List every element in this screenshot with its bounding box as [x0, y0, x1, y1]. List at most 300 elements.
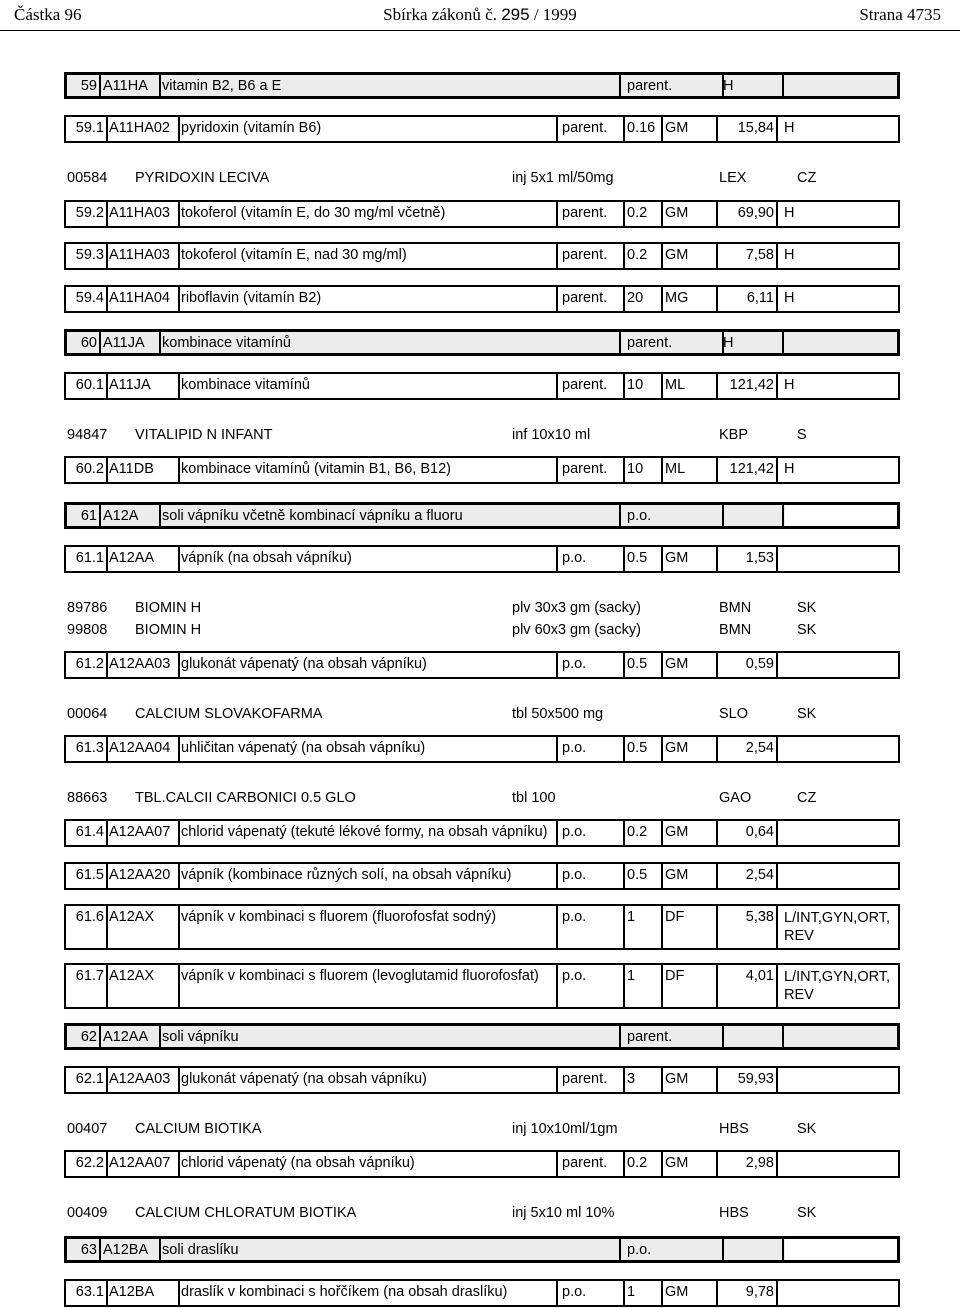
subgroup-box — [64, 200, 900, 228]
subgroup-number: 61.6 — [75, 909, 104, 925]
subgroup-box — [64, 651, 900, 679]
product-pack: inj 5x1 ml/50mg — [512, 170, 614, 186]
subgroup-name: glukonát vápenatý (na obsah vápníku) — [181, 1071, 427, 1087]
product-pack: inf 10x10 ml — [512, 427, 591, 443]
subgroup-name: draslík v kombinaci s hořčíkem (na obsah draslíku) — [181, 1284, 508, 1300]
subgroup-price: 0,59 — [745, 656, 774, 672]
subgroup-dose: 1 — [627, 909, 636, 925]
subgroup-name: kombinace vitamínů (vitamin B1, B6, B12) — [181, 461, 451, 477]
product-country: SK — [797, 1205, 817, 1221]
product-row — [0, 706, 960, 728]
column-divider — [623, 117, 625, 141]
column-divider — [178, 906, 180, 948]
subgroup-unit: DF — [665, 968, 685, 984]
collection-title — [0, 5, 960, 25]
subgroup-unit: ML — [665, 461, 686, 477]
column-divider — [178, 737, 180, 761]
subgroup-number: 61.2 — [75, 656, 104, 672]
column-divider — [776, 965, 778, 1007]
subgroup-box — [64, 904, 900, 950]
column-divider — [106, 1281, 108, 1305]
product-country: SK — [797, 600, 817, 616]
column-divider — [619, 1026, 621, 1047]
group-number: 62 — [80, 1029, 97, 1045]
collection-prefix: Sbírka zákonů č. — [383, 5, 497, 24]
column-divider — [178, 202, 180, 226]
subgroup-dose: 10 — [627, 461, 644, 477]
product-code: 88663 — [67, 790, 108, 806]
column-divider — [661, 287, 663, 311]
column-divider — [106, 821, 108, 845]
page-header — [0, 0, 960, 31]
subgroup-dose: 0.5 — [627, 740, 648, 756]
column-divider — [178, 287, 180, 311]
subgroup-number: 60.1 — [75, 377, 104, 393]
subgroup-number: 61.1 — [75, 550, 104, 566]
group-header-box — [64, 329, 900, 356]
subgroup-number: 63.1 — [75, 1284, 104, 1300]
column-divider — [159, 75, 161, 96]
column-divider — [776, 458, 778, 482]
subgroup-box — [64, 1066, 900, 1094]
subgroup-number: 61.3 — [75, 740, 104, 756]
subgroup-dose: 0.16 — [627, 120, 656, 136]
subgroup-atc-code: A12AA07 — [109, 824, 171, 840]
subgroup-name: vápník v kombinaci s fluorem (fluorofosfat sodný) — [181, 909, 497, 925]
column-divider — [661, 202, 663, 226]
subgroup-note: H — [784, 377, 795, 393]
subgroup-name: tokoferol (vitamín E, do 30 mg/ml včetně) — [181, 205, 446, 221]
subgroup-route: parent. — [562, 120, 608, 136]
product-name: CALCIUM BIOTIKA — [135, 1121, 262, 1137]
column-divider — [623, 737, 625, 761]
column-divider — [178, 1152, 180, 1176]
column-divider — [556, 202, 558, 226]
product-name: PYRIDOXIN LECIVA — [135, 170, 270, 186]
subgroup-atc-code: A11HA04 — [109, 290, 170, 306]
column-divider — [159, 332, 161, 353]
product-row — [0, 1205, 960, 1227]
column-divider — [159, 505, 161, 526]
column-divider — [556, 965, 558, 1007]
subgroup-route: parent. — [562, 1155, 608, 1171]
column-divider — [556, 374, 558, 398]
subgroup-atc-code: A12AX — [109, 968, 155, 984]
group-atc-code: A12AA — [103, 1029, 149, 1045]
column-divider — [623, 653, 625, 677]
group-name: soli vápníku — [162, 1029, 239, 1045]
subgroup-atc-code: A12AA07 — [109, 1155, 171, 1171]
column-divider — [776, 864, 778, 888]
subgroup-unit: GM — [665, 740, 689, 756]
column-divider — [619, 75, 621, 96]
column-divider — [178, 1281, 180, 1305]
group-number: 59 — [80, 78, 97, 94]
product-pack: tbl 100 — [512, 790, 556, 806]
column-divider — [623, 906, 625, 948]
product-name: CALCIUM CHLORATUM BIOTIKA — [135, 1205, 357, 1221]
subgroup-price: 7,58 — [745, 247, 774, 263]
subgroup-unit: GM — [665, 824, 689, 840]
subgroup-atc-code: A12AX — [109, 909, 155, 925]
group-note: H — [723, 78, 734, 94]
subgroup-route: p.o. — [562, 909, 587, 925]
product-name: TBL.CALCII CARBONICI 0.5 GLO — [135, 790, 356, 806]
collection-year: / 1999 — [533, 5, 577, 24]
column-divider — [623, 821, 625, 845]
subgroup-atc-code: A12AA04 — [109, 740, 171, 756]
subgroup-route: p.o. — [562, 867, 587, 883]
column-divider — [776, 906, 778, 948]
column-divider — [623, 547, 625, 571]
column-divider — [661, 1281, 663, 1305]
law-number: 295 — [501, 5, 530, 24]
product-country: S — [797, 427, 807, 443]
product-name: BIOMIN H — [135, 600, 202, 616]
product-row — [0, 1121, 960, 1143]
subgroup-route: p.o. — [562, 656, 587, 672]
product-maker: BMN — [719, 622, 752, 638]
column-divider — [556, 737, 558, 761]
column-divider — [623, 864, 625, 888]
product-name: BIOMIN H — [135, 622, 202, 638]
product-maker: SLO — [719, 706, 749, 722]
subgroup-box — [64, 963, 900, 1009]
product-maker: HBS — [719, 1205, 749, 1221]
column-divider — [556, 1281, 558, 1305]
column-divider — [556, 547, 558, 571]
column-divider — [178, 1068, 180, 1092]
subgroup-unit: DF — [665, 909, 685, 925]
group-route: parent. — [627, 1029, 673, 1045]
subgroup-price: 5,38 — [745, 909, 774, 925]
column-divider — [661, 458, 663, 482]
subgroup-price: 121,42 — [729, 377, 774, 393]
column-divider — [178, 864, 180, 888]
subgroup-route: p.o. — [562, 550, 587, 566]
column-divider — [661, 1068, 663, 1092]
column-divider — [661, 821, 663, 845]
group-route: parent. — [627, 335, 673, 351]
product-country: SK — [797, 622, 817, 638]
subgroup-dose: 20 — [627, 290, 644, 306]
product-row — [0, 170, 960, 192]
column-divider — [159, 1239, 161, 1260]
subgroup-number: 59.2 — [75, 205, 104, 221]
column-divider — [782, 332, 784, 353]
column-divider — [556, 458, 558, 482]
column-divider — [623, 287, 625, 311]
column-divider — [776, 547, 778, 571]
column-divider — [722, 1239, 724, 1260]
subgroup-unit: ML — [665, 377, 686, 393]
column-divider — [661, 244, 663, 268]
column-divider — [776, 1152, 778, 1176]
subgroup-price: 2,54 — [745, 867, 774, 883]
group-route: parent. — [627, 78, 673, 94]
subgroup-name: chlorid vápenatý (na obsah vápníku) — [181, 1155, 415, 1171]
column-divider — [106, 287, 108, 311]
group-name: soli vápníku včetně kombinací vápníku a fluoru — [162, 508, 463, 524]
product-code: 00584 — [67, 170, 108, 186]
subgroup-route: parent. — [562, 205, 608, 221]
subgroup-price: 9,78 — [745, 1284, 774, 1300]
subgroup-route: parent. — [562, 247, 608, 263]
subgroup-box — [64, 285, 900, 313]
column-divider — [661, 864, 663, 888]
subgroup-number: 62.2 — [75, 1155, 104, 1171]
subgroup-atc-code: A12AA03 — [109, 656, 171, 672]
group-atc-code: A12A — [103, 508, 139, 524]
column-divider — [623, 1281, 625, 1305]
column-divider — [776, 1281, 778, 1305]
column-divider — [776, 244, 778, 268]
subgroup-atc-code: A11HA02 — [109, 120, 170, 136]
group-header-box — [64, 1236, 900, 1263]
subgroup-price: 69,90 — [737, 205, 774, 221]
column-divider — [178, 117, 180, 141]
group-name: kombinace vitamínů — [162, 335, 291, 351]
column-divider — [106, 202, 108, 226]
subgroup-route: p.o. — [562, 824, 587, 840]
column-divider — [623, 1068, 625, 1092]
column-divider — [106, 653, 108, 677]
column-divider — [556, 1152, 558, 1176]
product-row — [0, 427, 960, 449]
subgroup-atc-code: A12AA20 — [109, 867, 171, 883]
subgroup-dose: 0.2 — [627, 205, 648, 221]
column-divider — [776, 821, 778, 845]
subgroup-route: parent. — [562, 461, 608, 477]
subgroup-dose: 1 — [627, 1284, 636, 1300]
product-code: 94847 — [67, 427, 108, 443]
column-divider — [619, 505, 621, 526]
subgroup-unit: GM — [665, 1284, 689, 1300]
group-note: H — [723, 335, 734, 351]
product-pack: plv 30x3 gm (sacky) — [512, 600, 641, 616]
product-code: 00407 — [67, 1121, 108, 1137]
subgroup-route: parent. — [562, 1071, 608, 1087]
column-divider — [556, 864, 558, 888]
blank-cell — [785, 1239, 897, 1260]
column-divider — [776, 1068, 778, 1092]
column-divider — [782, 75, 784, 96]
subgroup-note: L/INT,GYN,ORT, REV — [784, 910, 891, 944]
column-divider — [619, 332, 621, 353]
subgroup-dose: 3 — [627, 1071, 636, 1087]
subgroup-unit: GM — [665, 656, 689, 672]
column-divider — [623, 374, 625, 398]
product-pack: tbl 50x500 mg — [512, 706, 604, 722]
group-header-box — [64, 1023, 900, 1050]
subgroup-name: chlorid vápenatý (tekuté lékové formy, na obsah vápníku) — [181, 824, 548, 840]
column-divider — [106, 1152, 108, 1176]
column-divider — [106, 965, 108, 1007]
column-divider — [178, 374, 180, 398]
subgroup-dose: 0.2 — [627, 1155, 648, 1171]
subgroup-box — [64, 242, 900, 270]
subgroup-price: 2,54 — [745, 740, 774, 756]
column-divider — [661, 374, 663, 398]
subgroup-price: 15,84 — [737, 120, 774, 136]
column-divider — [178, 547, 180, 571]
column-divider — [178, 458, 180, 482]
product-maker: HBS — [719, 1121, 749, 1137]
product-row — [0, 600, 960, 622]
group-route: p.o. — [627, 508, 652, 524]
column-divider — [556, 906, 558, 948]
column-divider — [99, 332, 101, 353]
subgroup-unit: GM — [665, 550, 689, 566]
column-divider — [556, 287, 558, 311]
column-divider — [782, 1239, 784, 1260]
product-maker: BMN — [719, 600, 752, 616]
column-divider — [782, 505, 784, 526]
subgroup-route: p.o. — [562, 740, 587, 756]
subgroup-name: vápník (na obsah vápníku) — [181, 550, 352, 566]
subgroup-unit: GM — [665, 120, 689, 136]
column-divider — [99, 1239, 101, 1260]
column-divider — [106, 547, 108, 571]
column-divider — [623, 202, 625, 226]
column-divider — [623, 1152, 625, 1176]
product-maker: KBP — [719, 427, 749, 443]
product-code: 89786 — [67, 600, 108, 616]
subgroup-price: 6,11 — [746, 290, 774, 306]
column-divider — [661, 906, 663, 948]
product-code: 99808 — [67, 622, 108, 638]
column-divider — [106, 1068, 108, 1092]
subgroup-unit: GM — [665, 867, 689, 883]
subgroup-name: pyridoxin (vitamín B6) — [181, 120, 322, 136]
column-divider — [661, 737, 663, 761]
column-divider — [178, 821, 180, 845]
subgroup-box — [64, 372, 900, 400]
column-divider — [776, 202, 778, 226]
column-divider — [619, 1239, 621, 1260]
subgroup-name: tokoferol (vitamín E, nad 30 mg/ml) — [181, 247, 407, 263]
product-country: SK — [797, 1121, 817, 1137]
subgroup-note: H — [784, 461, 795, 477]
subgroup-note: H — [784, 120, 795, 136]
subgroup-dose: 0.5 — [627, 550, 648, 566]
subgroup-atc-code: A11HA03 — [109, 247, 170, 263]
product-country: CZ — [797, 170, 817, 186]
subgroup-atc-code: A11DB — [109, 461, 154, 477]
column-divider — [623, 244, 625, 268]
column-divider — [722, 1026, 724, 1047]
subgroup-box — [64, 862, 900, 890]
subgroup-number: 60.2 — [75, 461, 104, 477]
subgroup-price: 0,64 — [745, 824, 774, 840]
subgroup-dose: 0.5 — [627, 867, 648, 883]
subgroup-dose: 1 — [627, 968, 636, 984]
subgroup-box — [64, 545, 900, 573]
subgroup-dose: 10 — [627, 377, 644, 393]
column-divider — [661, 117, 663, 141]
subgroup-name: glukonát vápenatý (na obsah vápníku) — [181, 656, 427, 672]
product-code: 00064 — [67, 706, 108, 722]
subgroup-unit: MG — [665, 290, 689, 306]
subgroup-unit: GM — [665, 1155, 689, 1171]
issue-number: Částka 96 — [14, 5, 82, 24]
column-divider — [556, 1068, 558, 1092]
column-divider — [776, 117, 778, 141]
column-divider — [556, 653, 558, 677]
subgroup-price: 59,93 — [737, 1071, 774, 1087]
product-pack: inj 5x10 ml 10% — [512, 1205, 615, 1221]
subgroup-box — [64, 456, 900, 484]
subgroup-route: p.o. — [562, 968, 587, 984]
column-divider — [556, 821, 558, 845]
subgroup-atc-code: A11HA03 — [109, 205, 170, 221]
product-country: SK — [797, 706, 817, 722]
subgroup-box — [64, 1279, 900, 1307]
column-divider — [776, 374, 778, 398]
subgroup-number: 61.5 — [75, 867, 104, 883]
column-divider — [178, 244, 180, 268]
subgroup-note: H — [784, 205, 795, 221]
column-divider — [159, 1026, 161, 1047]
column-divider — [106, 458, 108, 482]
product-name: VITALIPID N INFANT — [135, 427, 273, 443]
subgroup-note: L/INT,GYN,ORT, REV — [784, 969, 891, 1003]
product-row — [0, 622, 960, 644]
column-divider — [776, 287, 778, 311]
subgroup-name: uhličitan vápenatý (na obsah vápníku) — [181, 740, 426, 756]
subgroup-box — [64, 1150, 900, 1178]
column-divider — [106, 906, 108, 948]
subgroup-atc-code: A12BA — [109, 1284, 155, 1300]
subgroup-dose: 0.5 — [627, 656, 648, 672]
column-divider — [99, 75, 101, 96]
blank-cell — [785, 505, 897, 526]
column-divider — [99, 1026, 101, 1047]
column-divider — [106, 737, 108, 761]
group-header-box — [64, 72, 900, 99]
subgroup-note: H — [784, 247, 795, 263]
column-divider — [178, 965, 180, 1007]
group-header-box — [64, 502, 900, 529]
column-divider — [106, 374, 108, 398]
product-country: CZ — [797, 790, 817, 806]
subgroup-route: parent. — [562, 290, 608, 306]
page-number: Strana 4735 — [859, 5, 941, 24]
column-divider — [776, 653, 778, 677]
column-divider — [661, 653, 663, 677]
product-maker: GAO — [719, 790, 752, 806]
subgroup-unit: GM — [665, 205, 689, 221]
column-divider — [661, 547, 663, 571]
subgroup-dose: 0.2 — [627, 247, 648, 263]
group-atc-code: A12BA — [103, 1242, 149, 1258]
subgroup-number: 59.1 — [75, 120, 104, 136]
group-atc-code: A11HA — [103, 78, 148, 94]
subgroup-price: 121,42 — [729, 461, 774, 477]
column-divider — [106, 244, 108, 268]
subgroup-number: 61.4 — [75, 824, 104, 840]
product-pack: plv 60x3 gm (sacky) — [512, 622, 641, 638]
subgroup-number: 62.1 — [75, 1071, 104, 1087]
subgroup-price: 1,53 — [745, 550, 774, 566]
subgroup-name: kombinace vitamínů — [181, 377, 310, 393]
column-divider — [661, 965, 663, 1007]
subgroup-unit: GM — [665, 1071, 689, 1087]
product-pack: inj 10x10ml/1gm — [512, 1121, 618, 1137]
subgroup-note: H — [784, 290, 795, 306]
subgroup-number: 59.3 — [75, 247, 104, 263]
group-name: vitamin B2, B6 a E — [162, 78, 282, 94]
